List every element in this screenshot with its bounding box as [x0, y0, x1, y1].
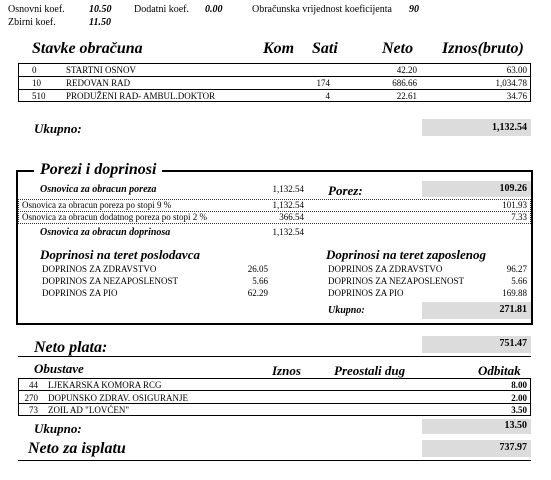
porez-value: 109.26: [499, 183, 527, 194]
poslodavac-value: 62.29: [247, 288, 268, 298]
row-neto: 686.66: [392, 78, 417, 88]
row-sati: 4: [325, 91, 330, 101]
row-code: 0: [32, 65, 37, 75]
zaposleni-label: DOPRINOS ZA ZDRAVSTVO: [328, 264, 443, 274]
obustave-ukupno-value: 13.50: [504, 420, 527, 431]
row-name: STARTNI OSNOV: [66, 65, 136, 75]
obustave-title: Obustave: [34, 361, 84, 376]
row-name: REDOVAN RAD: [66, 78, 131, 88]
porez-stopa-9-base: 1,132.54: [272, 200, 304, 210]
col-neto-header: Neto: [382, 40, 414, 57]
zaposleni-label: DOPRINOS ZA NEZAPOSLENOST: [328, 276, 465, 286]
dodatni-koef-value: 0.00: [205, 4, 223, 15]
obustava-name: ZOIL AD "LOVĆEN": [48, 405, 130, 415]
zbirni-koef-value: 11.50: [89, 17, 111, 28]
porez-stopa-9-amount: 101.93: [502, 200, 527, 210]
poslodavac-value: 26.05: [247, 264, 268, 274]
obustava-odbitak: 2.00: [511, 393, 527, 403]
obustava-name: LJEKARSKA KOMORA RCG: [48, 380, 162, 390]
zaposleni-ukupno-value: 271.81: [499, 304, 527, 315]
porez-stopa-9-label: Osnovica za obracun poreza po stopi 9 %: [22, 200, 172, 210]
row-iznos: 34.76: [506, 91, 527, 101]
col-sati-header: Sati: [312, 40, 338, 57]
neto-isplata-label: Neto za isplatu: [28, 440, 126, 457]
stavke-ukupno-label: Ukupno:: [34, 121, 82, 136]
zaposleni-title: Doprinosi na teret zaposlenog: [326, 247, 486, 262]
osnovica-poreza-value: 1,132.54: [272, 184, 304, 194]
row-iznos: 1,034.78: [495, 78, 527, 88]
osnovni-koef-label: Osnovni koef.: [8, 4, 65, 15]
col-preostali-dug: Preostali dug: [334, 363, 406, 378]
zaposleni-ukupno-label: Ukupno:: [328, 305, 365, 316]
row-iznos: 63.00: [506, 65, 527, 75]
osnovica-poreza-label: Osnovica za obracun poreza: [40, 184, 157, 195]
neto-plata-value: 751.47: [499, 338, 527, 349]
porez-label: Porez:: [328, 183, 363, 198]
porez-stopa-2-label: Osnovica za obracun dodatnog poreza po stopi 2 %: [22, 212, 207, 222]
row-neto: 22.61: [396, 91, 417, 101]
porez-stopa-2-base: 366.54: [279, 212, 304, 222]
col-iznos-obustave: Iznos: [272, 363, 301, 378]
porez-stopa-2-amount: 7.33: [511, 212, 527, 222]
osnovica-doprinosa-value: 1,132.54: [272, 227, 304, 237]
osnovica-doprinosa-label: Osnovica za obracun doprinosa: [40, 227, 171, 238]
col-odbitak: Odbitak: [478, 363, 521, 378]
obustava-code: 73: [29, 405, 38, 415]
zaposleni-value: 96.27: [506, 264, 527, 274]
zaposleni-value: 5.66: [511, 276, 527, 286]
neto-plata-label: Neto plata:: [34, 339, 108, 356]
porezi-title: Porezi i doprinosi: [34, 161, 162, 179]
obustava-odbitak: 8.00: [511, 380, 527, 390]
obustava-odbitak: 3.50: [511, 405, 527, 415]
row-code: 10: [32, 78, 41, 88]
poslodavac-label: DOPRINOS ZA PIO: [42, 288, 118, 298]
row-sati: 174: [316, 78, 330, 88]
poslodavac-title: Doprinosi na teret poslodavca: [40, 247, 200, 262]
zaposleni-value: 169.88: [502, 288, 527, 298]
col-kom-header: Kom: [263, 40, 295, 57]
col-iznos-header: Iznos(bruto): [442, 40, 524, 57]
stavke-ukupno-value: 1,132.54: [492, 122, 527, 133]
obracunska-vrijednost-value: 90: [409, 4, 419, 15]
obustave-ukupno-label: Ukupno:: [34, 421, 82, 436]
poslodavac-label: DOPRINOS ZA NEZAPOSLENOST: [42, 276, 179, 286]
row-code: 510: [32, 91, 46, 101]
poslodavac-label: DOPRINOS ZA ZDRAVSTVO: [42, 264, 157, 274]
zaposleni-label: DOPRINOS ZA PIO: [328, 288, 404, 298]
row-name: PRODUŽENI RAD- AMBUL.DOKTOR: [66, 91, 216, 101]
obustava-name: DOPUNSKO ZDRAV. OSIGURANJE: [48, 393, 188, 403]
poslodavac-value: 5.66: [252, 276, 268, 286]
obracunska-vrijednost-label: Obračunska vrijednost koeficijenta: [252, 4, 392, 15]
obustava-code: 270: [24, 393, 38, 403]
obustava-code: 44: [29, 380, 38, 390]
dodatni-koef-label: Dodatni koef.: [134, 4, 189, 15]
osnovni-koef-value: 10.50: [89, 4, 112, 15]
zbirni-koef-label: Zbirni koef.: [8, 17, 56, 28]
neto-isplata-value: 737.97: [499, 442, 527, 453]
row-neto: 42.20: [396, 65, 417, 75]
stavke-title: Stavke obračuna: [32, 40, 143, 57]
